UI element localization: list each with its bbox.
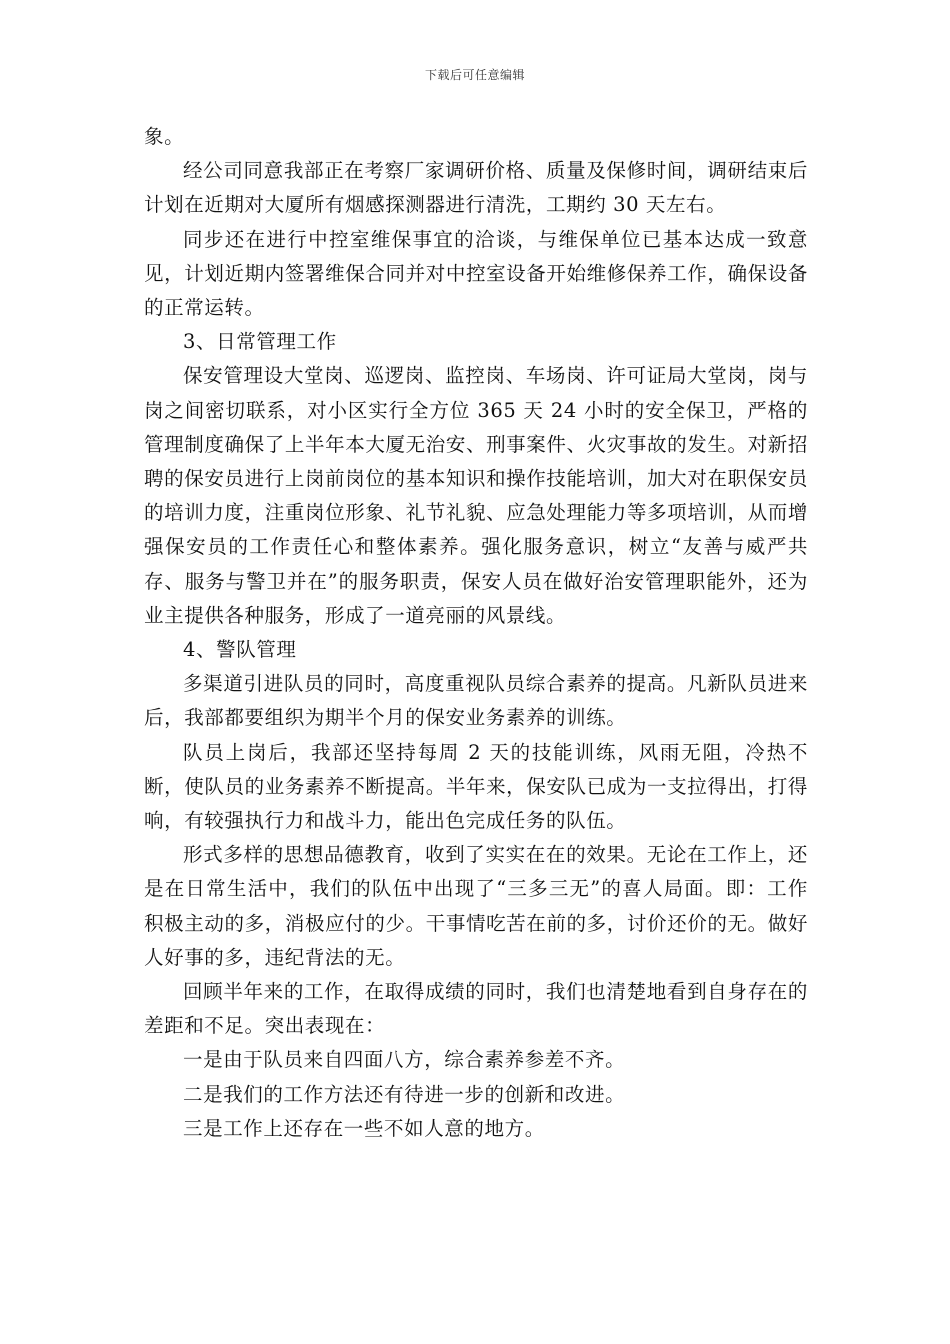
paragraph-recruitment: 多渠道引进队员的同时，高度重视队员综合素养的提高。凡新队员进来后，我部都要组织为期半个月的保安业务素养的训练。 bbox=[144, 672, 808, 730]
list-item-shortcoming-3: 三是工作上还存在一些不如人意的地方。 bbox=[183, 1116, 545, 1140]
list-item-shortcoming-1: 一是由于队员来自四面八方，综合素养参差不齐。 bbox=[183, 1048, 626, 1072]
paragraph-continuation: 象。 bbox=[144, 125, 185, 148]
paragraph-training: 队员上岗后，我部还坚持每周 2 天的技能训练，风雨无阻，冷热不断，使队员的业务素养不断提高。半年来，保安队已成为一支拉得出，打得响，有较强执行力和战斗力，能出色完成任务的队伍。 bbox=[144, 740, 808, 833]
paragraph-security-management: 保安管理设大堂岗、巡逻岗、监控岗、车场岗、许可证局大堂岗，岗与岗之间密切联系，对小区实行全方位 365 天 24 小时的安全保卫，严格的管理制度确保了上半年本大厦无治安、刑事案件、火灾事故的发生。对新招聘的保安员进行上岗前岗位的基本知识和操作技能培训，加大对在职保安员的培训力度，注重岗位形象、礼节礼貌、应急处理能力等多项培训，从而增强保安员的工作责任心和整体素养。强化服务意识，树立“友善与威严共存、服务与警卫并在”的服务职责，保安人员在做好治安管理职能外，还为业主提供各种服务，形成了一道亮丽的风景线。 bbox=[144, 364, 808, 627]
section-heading-daily-management: 3、日常管理工作 bbox=[183, 330, 337, 354]
paragraph-smoke-detector-cleaning: 经公司同意我部正在考察厂家调研价格、质量及保修时间，调研结束后计划在近期对大厦所有烟感探测器进行清洗，工期约 30 天左右。 bbox=[144, 159, 808, 217]
paragraph-moral-education: 形式多样的思想品德教育，收到了实实在在的效果。无论在工作上，还是在日常生活中，我们的队伍中出现了“三多三无”的喜人局面。即：工作积极主动的多，消极应付的少。干事情吃苦在前的多，讨价还价的无。做好人好事的多，违纪背法的无。 bbox=[144, 843, 808, 969]
section-heading-guard-team: 4、警队管理 bbox=[183, 638, 297, 662]
paragraph-control-room-maintenance: 同步还在进行中控室维保事宜的洽谈，与维保单位已基本达成一致意见，计划近期内签署维保合同并对中控室设备开始维修保养工作，确保设备的正常运转。 bbox=[144, 227, 808, 320]
list-item-shortcoming-2: 二是我们的工作方法还有待进一步的创新和改进。 bbox=[183, 1082, 626, 1106]
paragraph-review: 回顾半年来的工作，在取得成绩的同时，我们也清楚地看到自身存在的差距和不足。突出表现在： bbox=[144, 980, 808, 1038]
document-body bbox=[144, 120, 808, 1146]
page-header: 下载后可任意编辑 bbox=[424, 68, 525, 82]
